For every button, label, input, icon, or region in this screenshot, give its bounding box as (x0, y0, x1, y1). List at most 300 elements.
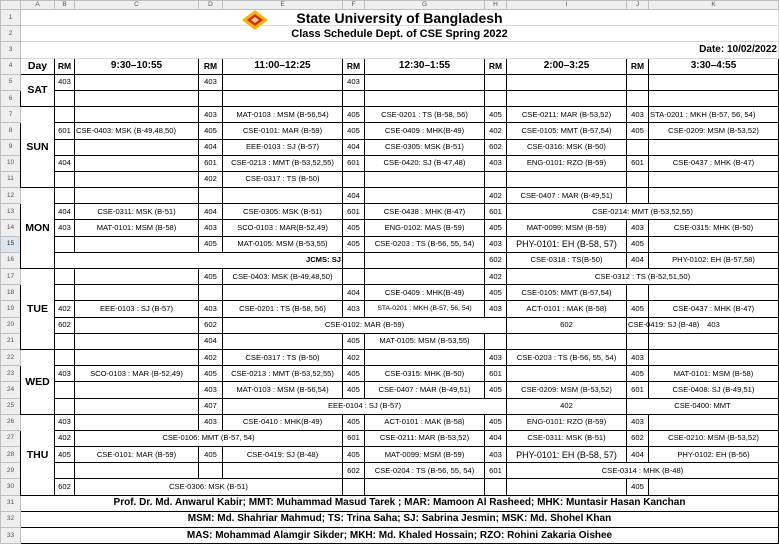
course-cell[interactable]: STA-0201 : MKH (B-57, 56, 54) (649, 107, 779, 123)
course-cell[interactable] (223, 463, 343, 479)
room-cell[interactable] (627, 285, 649, 301)
course-cell[interactable]: MAT-0101: MSM (B-58) (75, 220, 199, 236)
row-number[interactable]: 16 (1, 252, 21, 268)
row-number[interactable]: 31 (1, 495, 21, 511)
room-cell[interactable]: 405 (199, 236, 223, 252)
room-cell[interactable]: 403 (55, 414, 75, 430)
row-number[interactable]: 8 (1, 123, 21, 139)
course-cell[interactable]: CSE-0437 : MHK (B-47) (649, 301, 779, 317)
room-cell[interactable] (55, 171, 75, 187)
course-cell[interactable]: CSE-0316: MSK (B-50) (507, 139, 627, 155)
room-cell[interactable] (55, 139, 75, 155)
room-cell[interactable]: 405 (627, 301, 649, 317)
room-cell[interactable]: 403 (55, 74, 75, 90)
row-number[interactable]: 14 (1, 220, 21, 236)
course-cell-merged[interactable]: CSE-0102: MAR (B-59) (223, 317, 507, 333)
course-cell[interactable] (649, 171, 779, 187)
course-cell-merged[interactable]: EEE-0104 : SJ (B-57) (223, 398, 507, 414)
room-cell[interactable]: 402 (507, 398, 627, 414)
room-cell[interactable]: 403 (199, 107, 223, 123)
course-cell[interactable] (75, 414, 199, 430)
header-rm[interactable]: RM (199, 58, 223, 74)
course-cell[interactable] (75, 285, 199, 301)
room-cell[interactable]: 405 (343, 366, 365, 382)
room-cell[interactable] (199, 285, 223, 301)
room-cell[interactable]: 402 (199, 171, 223, 187)
row-number[interactable]: 28 (1, 447, 21, 463)
room-cell[interactable] (55, 188, 75, 204)
course-cell[interactable] (507, 171, 627, 187)
day-sun[interactable]: SUN (21, 107, 55, 188)
course-cell[interactable]: PHY-0102: EH (B-56) (649, 447, 779, 463)
room-cell[interactable] (485, 479, 507, 495)
room-cell[interactable] (343, 269, 365, 285)
header-rm[interactable]: RM (343, 58, 365, 74)
room-cell[interactable]: 405 (627, 479, 649, 495)
row-number[interactable]: 19 (1, 301, 21, 317)
course-cell[interactable]: CSE-0311: MSK (B-51) (507, 430, 627, 446)
course-cell[interactable] (649, 349, 779, 365)
course-cell[interactable]: CSE-0211: MAR (B-53,52) (507, 107, 627, 123)
course-cell[interactable] (75, 236, 199, 252)
course-cell[interactable]: MAT-0101: MSM (B-58) (649, 366, 779, 382)
row-number[interactable]: 6 (1, 90, 21, 106)
course-cell[interactable] (75, 317, 199, 333)
course-cell[interactable]: CSE-0315: MHK (B-50) (649, 220, 779, 236)
room-cell[interactable]: 405 (485, 382, 507, 398)
room-cell[interactable] (627, 333, 649, 349)
course-cell[interactable]: CSE-0311: MSK (B-51) (75, 204, 199, 220)
room-cell[interactable]: 403 (199, 301, 223, 317)
room-cell[interactable] (343, 252, 365, 268)
day-mon[interactable]: MON (21, 188, 55, 269)
room-cell[interactable]: 601 (343, 204, 365, 220)
course-cell[interactable]: MAT-0105: MSM (B-53,55) (365, 333, 485, 349)
course-cell[interactable] (75, 349, 199, 365)
course-cell[interactable]: CSE-0419: SJ (B-48) (223, 447, 343, 463)
room-cell[interactable]: 405 (485, 220, 507, 236)
room-cell[interactable]: 402 (485, 269, 507, 285)
room-cell[interactable]: 405 (343, 414, 365, 430)
course-cell[interactable]: CSE-0318 : TS(B-50) (507, 252, 627, 268)
course-cell[interactable]: CSE-0315: MHK (B-50) (365, 366, 485, 382)
course-cell[interactable] (75, 74, 199, 90)
course-cell[interactable]: STA-0201 : MKH (B-57, 56, 54) (365, 301, 485, 317)
col-letter[interactable]: C (75, 1, 199, 10)
room-cell[interactable]: 403 (55, 366, 75, 382)
course-cell[interactable]: CSE-0105: MMT (B-57,54) (507, 285, 627, 301)
course-cell[interactable]: PHY-0101: EH (B-58, 57) (507, 236, 627, 252)
course-cell[interactable] (507, 366, 627, 382)
room-cell[interactable]: 405 (199, 269, 223, 285)
room-cell[interactable]: 405 (343, 333, 365, 349)
room-cell[interactable] (55, 269, 75, 285)
room-cell[interactable]: 602 (485, 252, 507, 268)
course-cell[interactable] (223, 90, 343, 106)
room-cell[interactable]: 602 (55, 479, 75, 495)
row-number[interactable]: 1 (1, 10, 21, 26)
room-cell[interactable]: 405 (343, 123, 365, 139)
row-number[interactable]: 33 (1, 528, 21, 544)
course-cell[interactable] (649, 74, 779, 90)
course-cell[interactable] (75, 382, 199, 398)
course-cell[interactable] (75, 188, 199, 204)
day-sat[interactable]: SAT (21, 74, 55, 106)
room-cell[interactable] (485, 171, 507, 187)
room-cell[interactable]: 602 (485, 139, 507, 155)
row-number[interactable]: 21 (1, 333, 21, 349)
course-cell[interactable]: CSE-0410 : MHK(B-49) (223, 414, 343, 430)
room-cell[interactable]: 402 (55, 430, 75, 446)
row-number[interactable]: 25 (1, 398, 21, 414)
header-day[interactable]: Day (21, 58, 55, 74)
course-cell[interactable] (649, 414, 779, 430)
header-slot-4[interactable]: 2:00–3:25 (507, 58, 627, 74)
course-cell[interactable] (75, 463, 199, 479)
col-letter[interactable]: G (365, 1, 485, 10)
course-cell[interactable] (75, 333, 199, 349)
course-cell[interactable] (649, 285, 779, 301)
room-cell[interactable]: 405 (343, 220, 365, 236)
row-number[interactable]: 27 (1, 430, 21, 446)
course-cell[interactable] (649, 90, 779, 106)
course-cell[interactable]: ENG-0102: MAS (B-59) (365, 220, 485, 236)
course-cell-merged[interactable]: CSE-0312 : TS (B-52,51,50) (507, 269, 779, 285)
course-cell[interactable]: CSE-0204 : TS (B-56, 55, 54) (365, 463, 485, 479)
day-tue[interactable]: TUE (21, 269, 55, 350)
course-cell[interactable] (365, 269, 485, 285)
room-cell[interactable] (343, 479, 365, 495)
course-cell[interactable]: CSE-0409 : MHK(B-49) (365, 123, 485, 139)
room-cell[interactable]: 403 (627, 107, 649, 123)
room-cell[interactable]: 602 (343, 463, 365, 479)
room-cell[interactable]: 403 (627, 349, 649, 365)
course-cell[interactable] (649, 479, 779, 495)
row-number[interactable]: 32 (1, 511, 21, 527)
room-cell[interactable]: 601 (485, 366, 507, 382)
room-cell[interactable]: 601 (199, 155, 223, 171)
course-cell[interactable] (649, 333, 779, 349)
header-slot-2[interactable]: 11:00–12:25 (223, 58, 343, 74)
room-cell[interactable]: 403 (485, 236, 507, 252)
room-cell[interactable]: 404 (343, 285, 365, 301)
room-cell[interactable]: 601 (343, 155, 365, 171)
course-cell[interactable] (75, 155, 199, 171)
course-cell[interactable]: CSE-0437 : MHK (B-47) (649, 155, 779, 171)
room-cell[interactable]: 403 (485, 301, 507, 317)
course-cell[interactable] (75, 398, 199, 414)
room-cell[interactable]: 404 (199, 139, 223, 155)
course-cell[interactable]: CSE-0419: SJ (B-48) (627, 317, 649, 333)
course-cell[interactable]: CSE-0211: MAR (B-53,52) (365, 430, 485, 446)
room-cell[interactable] (55, 349, 75, 365)
course-cell[interactable] (223, 74, 343, 90)
course-cell[interactable] (649, 236, 779, 252)
room-cell[interactable] (627, 171, 649, 187)
room-cell[interactable]: 403 (199, 74, 223, 90)
room-cell[interactable]: 404 (55, 204, 75, 220)
room-cell[interactable]: 405 (627, 123, 649, 139)
room-cell[interactable]: 405 (485, 414, 507, 430)
course-cell[interactable]: CSE-0203 : TS (B-56, 55, 54) (507, 349, 627, 365)
room-cell[interactable] (485, 74, 507, 90)
course-cell[interactable] (223, 188, 343, 204)
page-title[interactable]: State University of Bangladesh (21, 10, 779, 26)
header-rm[interactable]: RM (627, 58, 649, 74)
row-number[interactable]: 10 (1, 155, 21, 171)
course-cell[interactable]: EEE-0103 : SJ (B-57) (223, 139, 343, 155)
room-cell[interactable] (627, 188, 649, 204)
room-cell[interactable] (55, 382, 75, 398)
room-cell[interactable]: 601 (627, 155, 649, 171)
course-cell[interactable] (75, 107, 199, 123)
course-cell[interactable] (365, 171, 485, 187)
room-cell[interactable] (55, 333, 75, 349)
course-cell[interactable]: CSE-0201 : TS (B-58, 56) (365, 107, 485, 123)
room-cell[interactable] (485, 333, 507, 349)
header-rm[interactable]: RM (485, 58, 507, 74)
course-cell[interactable]: CSE-0203 : TS (B-56, 55, 54) (365, 236, 485, 252)
course-cell[interactable] (507, 333, 627, 349)
course-cell[interactable]: CSE-0438 : MHK (B-47) (365, 204, 485, 220)
course-cell[interactable]: CSE-0210: MSM (B-53,52) (649, 430, 779, 446)
course-cell[interactable]: CSE-0101: MAR (B-59) (223, 123, 343, 139)
course-cell[interactable]: CSE-0101: MAR (B-59) (75, 447, 199, 463)
room-cell[interactable] (627, 74, 649, 90)
room-cell[interactable]: 405 (343, 107, 365, 123)
course-cell[interactable]: ACT-0101 : MAK (B-58) (365, 414, 485, 430)
col-letter[interactable]: F (343, 1, 365, 10)
course-cell[interactable] (365, 188, 485, 204)
col-letter[interactable]: D (199, 1, 223, 10)
legend-line-1[interactable]: Prof. Dr. Md. Anwarul Kabir; MMT: Muhammad Masud Tarek ; MAR: Mamoon Al Rasheed; MHK: Muntasir Hasan Kanchan (21, 495, 779, 511)
course-cell[interactable] (75, 90, 199, 106)
course-cell-merged[interactable]: CSE-0306: MSK (B-51) (75, 479, 343, 495)
row-number[interactable]: 23 (1, 366, 21, 382)
room-cell[interactable]: 403 (485, 349, 507, 365)
course-cell[interactable]: ACT-0101 : MAK (B-58) (507, 301, 627, 317)
room-cell[interactable]: 403 (343, 301, 365, 317)
room-cell[interactable] (199, 463, 223, 479)
course-cell[interactable] (649, 139, 779, 155)
course-cell[interactable]: CSE-0409 : MHK(B-49) (365, 285, 485, 301)
room-cell[interactable]: 403 (343, 74, 365, 90)
page-subtitle[interactable]: Class Schedule Dept. of CSE Spring 2022 (21, 26, 779, 42)
room-cell[interactable] (199, 90, 223, 106)
room-cell[interactable]: 403 (627, 220, 649, 236)
room-cell[interactable] (199, 188, 223, 204)
course-cell[interactable]: MAT-0099: MSM (B-59) (365, 447, 485, 463)
room-cell[interactable]: 602 (507, 317, 627, 333)
row-number[interactable]: 17 (1, 269, 21, 285)
course-cell[interactable] (223, 333, 343, 349)
room-cell[interactable]: 405 (343, 382, 365, 398)
room-cell[interactable]: 405 (199, 366, 223, 382)
room-cell[interactable] (627, 90, 649, 106)
room-cell[interactable]: 405 (627, 366, 649, 382)
room-cell[interactable] (55, 285, 75, 301)
row-number[interactable]: 13 (1, 204, 21, 220)
course-cell[interactable] (75, 171, 199, 187)
room-cell[interactable]: 404 (627, 447, 649, 463)
course-cell[interactable]: CSE-0408: SJ (B-49,51) (649, 382, 779, 398)
course-cell[interactable]: CSE-0305: MSK (B-51) (223, 204, 343, 220)
room-cell[interactable]: 403 (649, 317, 779, 333)
room-cell[interactable]: 402 (199, 349, 223, 365)
course-cell[interactable]: CSE-0407 : MAR (B-49,51) (507, 188, 627, 204)
course-cell[interactable]: CSE-0213 : MMT (B-53,52,55) (223, 366, 343, 382)
room-cell[interactable]: 407 (199, 398, 223, 414)
course-cell[interactable]: CSE-0209: MSM (B-53,52) (649, 123, 779, 139)
room-cell[interactable]: 601 (627, 382, 649, 398)
schedule-date[interactable]: Date: 10/02/2022 (21, 42, 779, 58)
course-cell[interactable] (365, 252, 485, 268)
col-letter[interactable]: B (55, 1, 75, 10)
day-thu[interactable]: THU (21, 414, 55, 495)
row-number[interactable]: 9 (1, 139, 21, 155)
room-cell[interactable]: 405 (485, 107, 507, 123)
legend-line-3[interactable]: MAS: Mohammad Alamgir Sikder; MKH: Md. Khaled Hossain; RZO: Rohini Zakaria Oishee (21, 528, 779, 544)
corner-cell[interactable] (1, 1, 21, 10)
room-cell[interactable]: 602 (199, 317, 223, 333)
row-number[interactable]: 7 (1, 107, 21, 123)
room-cell[interactable]: 404 (485, 430, 507, 446)
course-cell[interactable]: CSE-0201 : TS (B-58, 56) (223, 301, 343, 317)
course-cell[interactable] (223, 285, 343, 301)
jcms-note[interactable]: JCMS: SJ (55, 252, 343, 268)
room-cell[interactable]: 404 (199, 204, 223, 220)
room-cell[interactable]: 601 (55, 123, 75, 139)
course-cell[interactable]: MAT-0105: MSM (B-53,55) (223, 236, 343, 252)
room-cell[interactable]: 404 (627, 252, 649, 268)
room-cell[interactable] (55, 463, 75, 479)
room-cell[interactable] (485, 90, 507, 106)
room-cell[interactable]: 402 (55, 301, 75, 317)
course-cell[interactable]: CSE-0317 : TS (B-50) (223, 349, 343, 365)
room-cell[interactable] (55, 398, 75, 414)
course-cell[interactable]: PHY-0101: EH (B-58, 57) (507, 447, 627, 463)
col-letter[interactable]: K (649, 1, 779, 10)
course-cell[interactable] (365, 74, 485, 90)
room-cell[interactable] (55, 236, 75, 252)
col-letter[interactable]: H (485, 1, 507, 10)
room-cell[interactable]: 403 (485, 155, 507, 171)
room-cell[interactable]: 404 (343, 139, 365, 155)
course-cell[interactable] (365, 349, 485, 365)
row-number[interactable]: 22 (1, 349, 21, 365)
room-cell[interactable]: 601 (485, 463, 507, 479)
row-number[interactable]: 30 (1, 479, 21, 495)
room-cell[interactable]: 404 (199, 333, 223, 349)
course-cell-merged[interactable]: CSE-0106: MMT (B-57, 54) (75, 430, 343, 446)
course-cell[interactable]: CSE-0420: SJ (B-47,48) (365, 155, 485, 171)
room-cell[interactable]: 405 (343, 236, 365, 252)
course-cell-merged[interactable]: CSE-0400: MMT (627, 398, 779, 414)
room-cell[interactable] (343, 171, 365, 187)
header-slot-5[interactable]: 3:30–4:55 (649, 58, 779, 74)
room-cell[interactable]: 405 (627, 236, 649, 252)
header-slot-1[interactable]: 9:30–10:55 (75, 58, 199, 74)
room-cell[interactable]: 402 (485, 123, 507, 139)
row-number[interactable]: 18 (1, 285, 21, 301)
course-cell[interactable] (507, 479, 627, 495)
room-cell[interactable]: 405 (199, 123, 223, 139)
row-number[interactable]: 5 (1, 74, 21, 90)
course-cell[interactable]: CSE-0403: MSK (B-49,48,50) (75, 123, 199, 139)
room-cell[interactable] (343, 90, 365, 106)
room-cell[interactable]: 602 (627, 430, 649, 446)
row-number[interactable]: 11 (1, 171, 21, 187)
room-cell[interactable]: 402 (485, 188, 507, 204)
col-letter[interactable]: J (627, 1, 649, 10)
room-cell[interactable]: 601 (343, 430, 365, 446)
course-cell[interactable]: CSE-0403: MSK (B-49,48,50) (223, 269, 343, 285)
room-cell[interactable]: 405 (55, 447, 75, 463)
course-cell[interactable] (507, 74, 627, 90)
row-number[interactable]: 4 (1, 58, 21, 74)
course-cell[interactable]: CSE-0209: MSM (B-53,52) (507, 382, 627, 398)
header-slot-3[interactable]: 12:30–1:55 (365, 58, 485, 74)
course-cell-merged[interactable]: CSE-0314 : MHK (B-48) (507, 463, 779, 479)
row-number[interactable]: 12 (1, 188, 21, 204)
course-cell[interactable]: PHY-0102: EH (B-57,58) (649, 252, 779, 268)
course-cell-merged[interactable]: CSE-0214: MMT (B-53,52,55) (507, 204, 779, 220)
course-cell[interactable]: MAT-0103 : MSM (B-56,54) (223, 107, 343, 123)
col-letter[interactable]: E (223, 1, 343, 10)
course-cell[interactable] (507, 90, 627, 106)
room-cell[interactable] (627, 139, 649, 155)
course-cell[interactable]: SCO-0103 : MAR(B-52,49) (223, 220, 343, 236)
course-cell[interactable]: CSE-0407 : MAR (B-49,51) (365, 382, 485, 398)
course-cell[interactable]: SCO-0103 : MAR (B-52,49) (75, 366, 199, 382)
room-cell[interactable]: 403 (627, 414, 649, 430)
course-cell[interactable] (365, 479, 485, 495)
room-cell[interactable]: 602 (55, 317, 75, 333)
course-cell[interactable]: CSE-0305: MSK (B-51) (365, 139, 485, 155)
col-letter[interactable]: A (21, 1, 55, 10)
course-cell[interactable]: ENG-0101: RZO (B-59) (507, 414, 627, 430)
course-cell[interactable]: ENG-0101: RZO (B-59) (507, 155, 627, 171)
row-number[interactable]: 15 (1, 236, 21, 252)
course-cell[interactable]: EEE-0103 : SJ (B-57) (75, 301, 199, 317)
room-cell[interactable]: 405 (485, 285, 507, 301)
room-cell[interactable]: 405 (343, 447, 365, 463)
course-cell[interactable]: CSE-0317 : TS (B-50) (223, 171, 343, 187)
room-cell[interactable]: 601 (485, 204, 507, 220)
row-number[interactable]: 2 (1, 26, 21, 42)
row-number[interactable]: 29 (1, 463, 21, 479)
room-cell[interactable] (55, 90, 75, 106)
course-cell[interactable] (365, 90, 485, 106)
room-cell[interactable]: 403 (55, 220, 75, 236)
course-cell[interactable]: MAT-0099: MSM (B-59) (507, 220, 627, 236)
row-number[interactable]: 26 (1, 414, 21, 430)
course-cell[interactable]: CSE-0105: MMT (B-57,54) (507, 123, 627, 139)
col-letter[interactable]: I (507, 1, 627, 10)
room-cell[interactable]: 402 (343, 349, 365, 365)
course-cell[interactable]: MAT-0103 : MSM (B-56,54) (223, 382, 343, 398)
room-cell[interactable]: 403 (199, 220, 223, 236)
room-cell[interactable]: 404 (343, 188, 365, 204)
room-cell[interactable]: 403 (485, 447, 507, 463)
room-cell[interactable]: 404 (55, 155, 75, 171)
header-rm[interactable]: RM (55, 58, 75, 74)
course-cell[interactable] (75, 139, 199, 155)
legend-line-2[interactable]: MSM: Md. Shahriar Mahmud; TS: Trina Saha; SJ: Sabrina Jesmin; MSK: Md. Shohel Khan (21, 511, 779, 527)
room-cell[interactable]: 403 (199, 414, 223, 430)
row-number[interactable]: 24 (1, 382, 21, 398)
course-cell[interactable] (75, 269, 199, 285)
